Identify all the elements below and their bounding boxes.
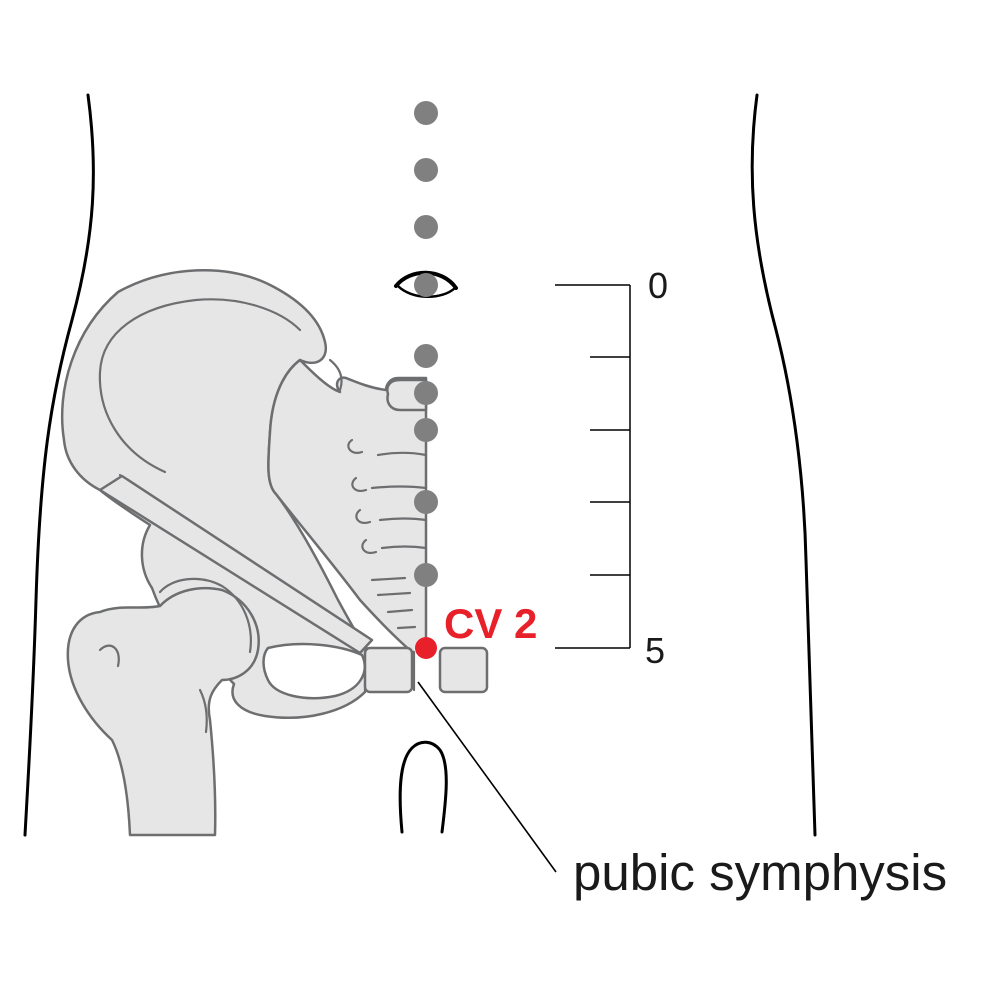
genital-outline [400, 742, 446, 832]
scale-top-label: 0 [648, 265, 669, 306]
meridian-point [414, 563, 438, 587]
meridian-point [414, 490, 438, 514]
meridian-point [414, 418, 438, 442]
femur [68, 588, 259, 835]
coccyx-segment [398, 627, 415, 628]
cv2-point [415, 637, 437, 659]
body-outline-right [752, 95, 815, 835]
meridian-point [414, 215, 438, 239]
leader-line [418, 682, 556, 872]
meridian-point [414, 158, 438, 182]
pubic-symphysis-right-block [440, 648, 487, 692]
meridian-point-navel [414, 273, 438, 297]
scale-bottom-label: 5 [645, 630, 666, 671]
meridian-point [414, 381, 438, 405]
pubic-symphysis-label: pubic symphysis [573, 844, 948, 901]
meridian-point [414, 101, 438, 125]
obturator-foramen [264, 644, 365, 698]
cv2-label: CV 2 [444, 600, 538, 647]
meridian-point [414, 344, 438, 368]
measurement-scale [555, 285, 630, 648]
pubic-symphysis-left-block [365, 648, 412, 692]
